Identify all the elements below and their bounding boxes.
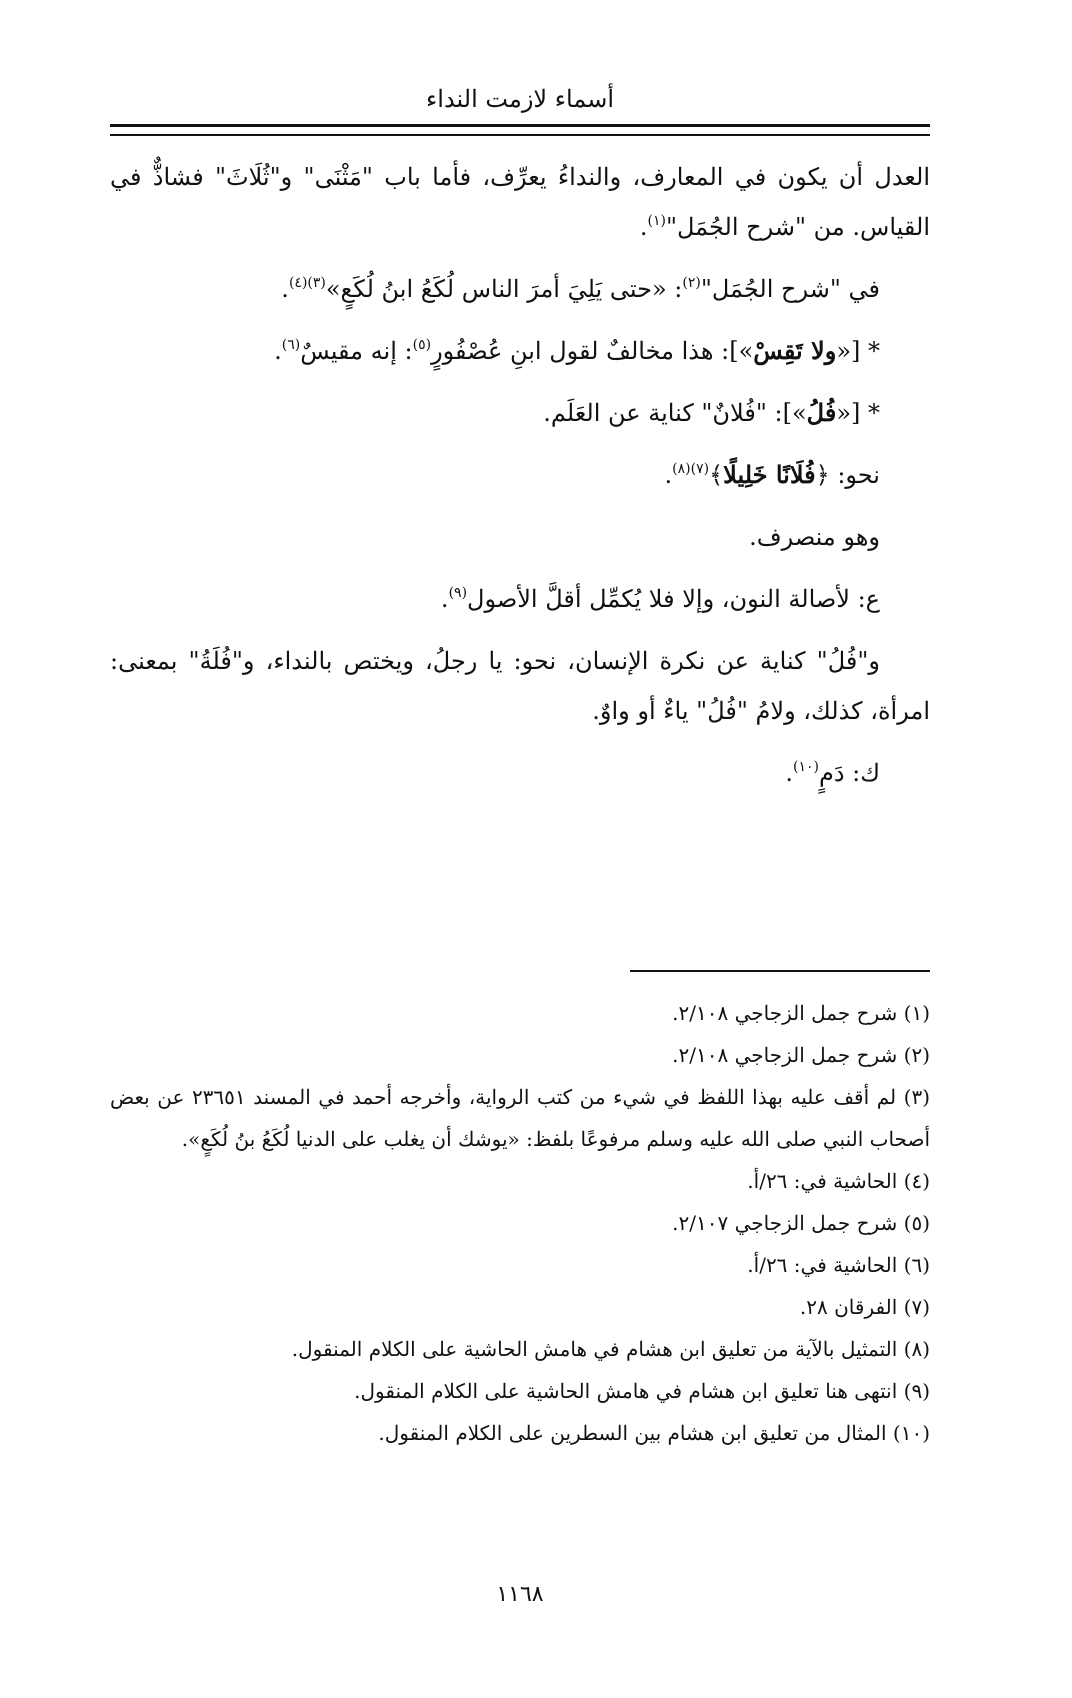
footnote-6: (٦) الحاشية في: ٢٦/أ.: [747, 1253, 930, 1277]
footnote-ref-5: (٥): [412, 337, 432, 353]
paragraph-3-end: .: [274, 337, 282, 365]
paragraph-7-text: ع: لأصالة النون، وإلا فلا يُكمِّل أقلَّ الأصول: [467, 585, 880, 613]
paragraph-4: [110, 388, 930, 438]
paragraph-5-lead: نحو: ﴿: [815, 461, 880, 489]
footnote-10: (١٠) المثال من تعليق ابن هشام بين السطرين على الكلام المنقول.: [378, 1421, 930, 1445]
footnote-1: (١) شرح جمل الزجاجي ٢/١٠٨.: [672, 1001, 930, 1025]
footnote-ref-2: (٢): [682, 275, 701, 291]
footnote-9: (٩) انتهى هنا تعليق ابن هشام في هامش الحاشية على الكلام المنقول.: [354, 1379, 930, 1403]
footnote-8: (٨) التمثيل بالآية من تعليق ابن هشام في هامش الحاشية على الكلام المنقول.: [291, 1337, 930, 1361]
paragraph-2-end: .: [281, 275, 289, 303]
paragraph-3-lemma: ولا تَقِسْ: [753, 336, 837, 365]
paragraph-5-close: ﴾: [709, 461, 724, 489]
paragraph-2: [110, 264, 930, 314]
quran-quote: فُلَانًا خَلِيلًا: [723, 460, 816, 489]
paragraph-4-star: * [«: [836, 399, 880, 427]
footnotes: [110, 992, 930, 1454]
footnote-separator: [630, 970, 930, 972]
running-title: أسماء لازمت النداء: [426, 85, 614, 113]
paragraph-9: [110, 748, 930, 798]
paragraph-4-lemma: فُلُ: [806, 398, 837, 427]
paragraph-2-quote: : «حتى يَلِيَ أمرَ الناس لُكَعُ ابنُ لُكَعٍ»: [325, 275, 683, 303]
paragraph-8: و"فُلُ" كناية عن نكرة الإنسان، نحو: يا رجلُ، ويختص بالنداء، و"فُلَةُ" بمعنى: امرأة، كذلك، ولامُ "فُلُ" ياءٌ أو واوٌ.: [110, 647, 930, 725]
paragraph-3-text-2: : إنه مقيسٌ: [300, 337, 413, 365]
footnote-ref-3-4: (٣)(٤): [288, 275, 326, 291]
paragraph-7-end: .: [440, 585, 449, 613]
page-number: ١١٦٨: [496, 1582, 544, 1607]
footnote-7: (٧) الفرقان ٢٨.: [799, 1295, 930, 1319]
paragraph-7: [110, 574, 930, 624]
footnote-ref-7-8: (٧)(٨): [672, 461, 710, 477]
footnote-ref-1: (١): [647, 213, 666, 229]
footnote-5: (٥) شرح جمل الزجاجي ٢/١٠٧.: [672, 1211, 930, 1235]
paragraph-3: [110, 326, 930, 376]
paragraph-9-end: .: [785, 759, 793, 787]
paragraph-3-text: »]: هذا مخالفٌ لقول ابنِ عُصْفُورٍ: [431, 337, 754, 365]
footnote-2: (٢) شرح جمل الزجاجي ٢/١٠٨.: [672, 1043, 930, 1067]
paragraph-1-end: .: [639, 213, 648, 241]
paragraph-1-text: العدل أن يكون في المعارف، والنداءُ يعرِّف، فأما باب "مَثْنَى" و"ثُلَاثَ" فشاذٌّ في القياس. من "شرح الجُمَل": [110, 163, 930, 241]
paragraph-1: [110, 152, 930, 252]
footnote-ref-9: (٩): [448, 585, 468, 601]
paragraph-5-end: .: [664, 461, 673, 489]
footnote-4: (٤) الحاشية في: ٢٦/أ.: [747, 1169, 930, 1193]
paragraph-5: [110, 450, 930, 500]
paragraph-6: وهو منصرف.: [749, 523, 880, 551]
paragraph-4-text: »]: "فُلانٌ" كناية عن العَلَم.: [543, 399, 807, 427]
footnote-3: (٣) لم أقف عليه بهذا اللفظ في شيء من كتب الرواية، وأخرجه أحمد في المسند ٢٣٦٥١ عن بعض أصحاب النبي صلى الله عليه وسلم مرفوعًا بلفظ: «يوشك أن يغلب على الدنيا لُكَعُ بنُ لُكَعٍ».: [110, 1085, 930, 1151]
header-rule-thick: [110, 124, 930, 127]
paragraph-3-star: * [«: [836, 337, 880, 365]
paragraph-9-text: ك: دَمٍ: [818, 759, 880, 787]
footnote-ref-10: (١٠): [792, 759, 819, 775]
header-rule-thin: [110, 134, 930, 136]
main-text: [110, 152, 930, 810]
paragraph-2-text: في "شرح الجُمَل": [700, 275, 880, 303]
footnote-ref-6: (٦): [281, 337, 301, 353]
